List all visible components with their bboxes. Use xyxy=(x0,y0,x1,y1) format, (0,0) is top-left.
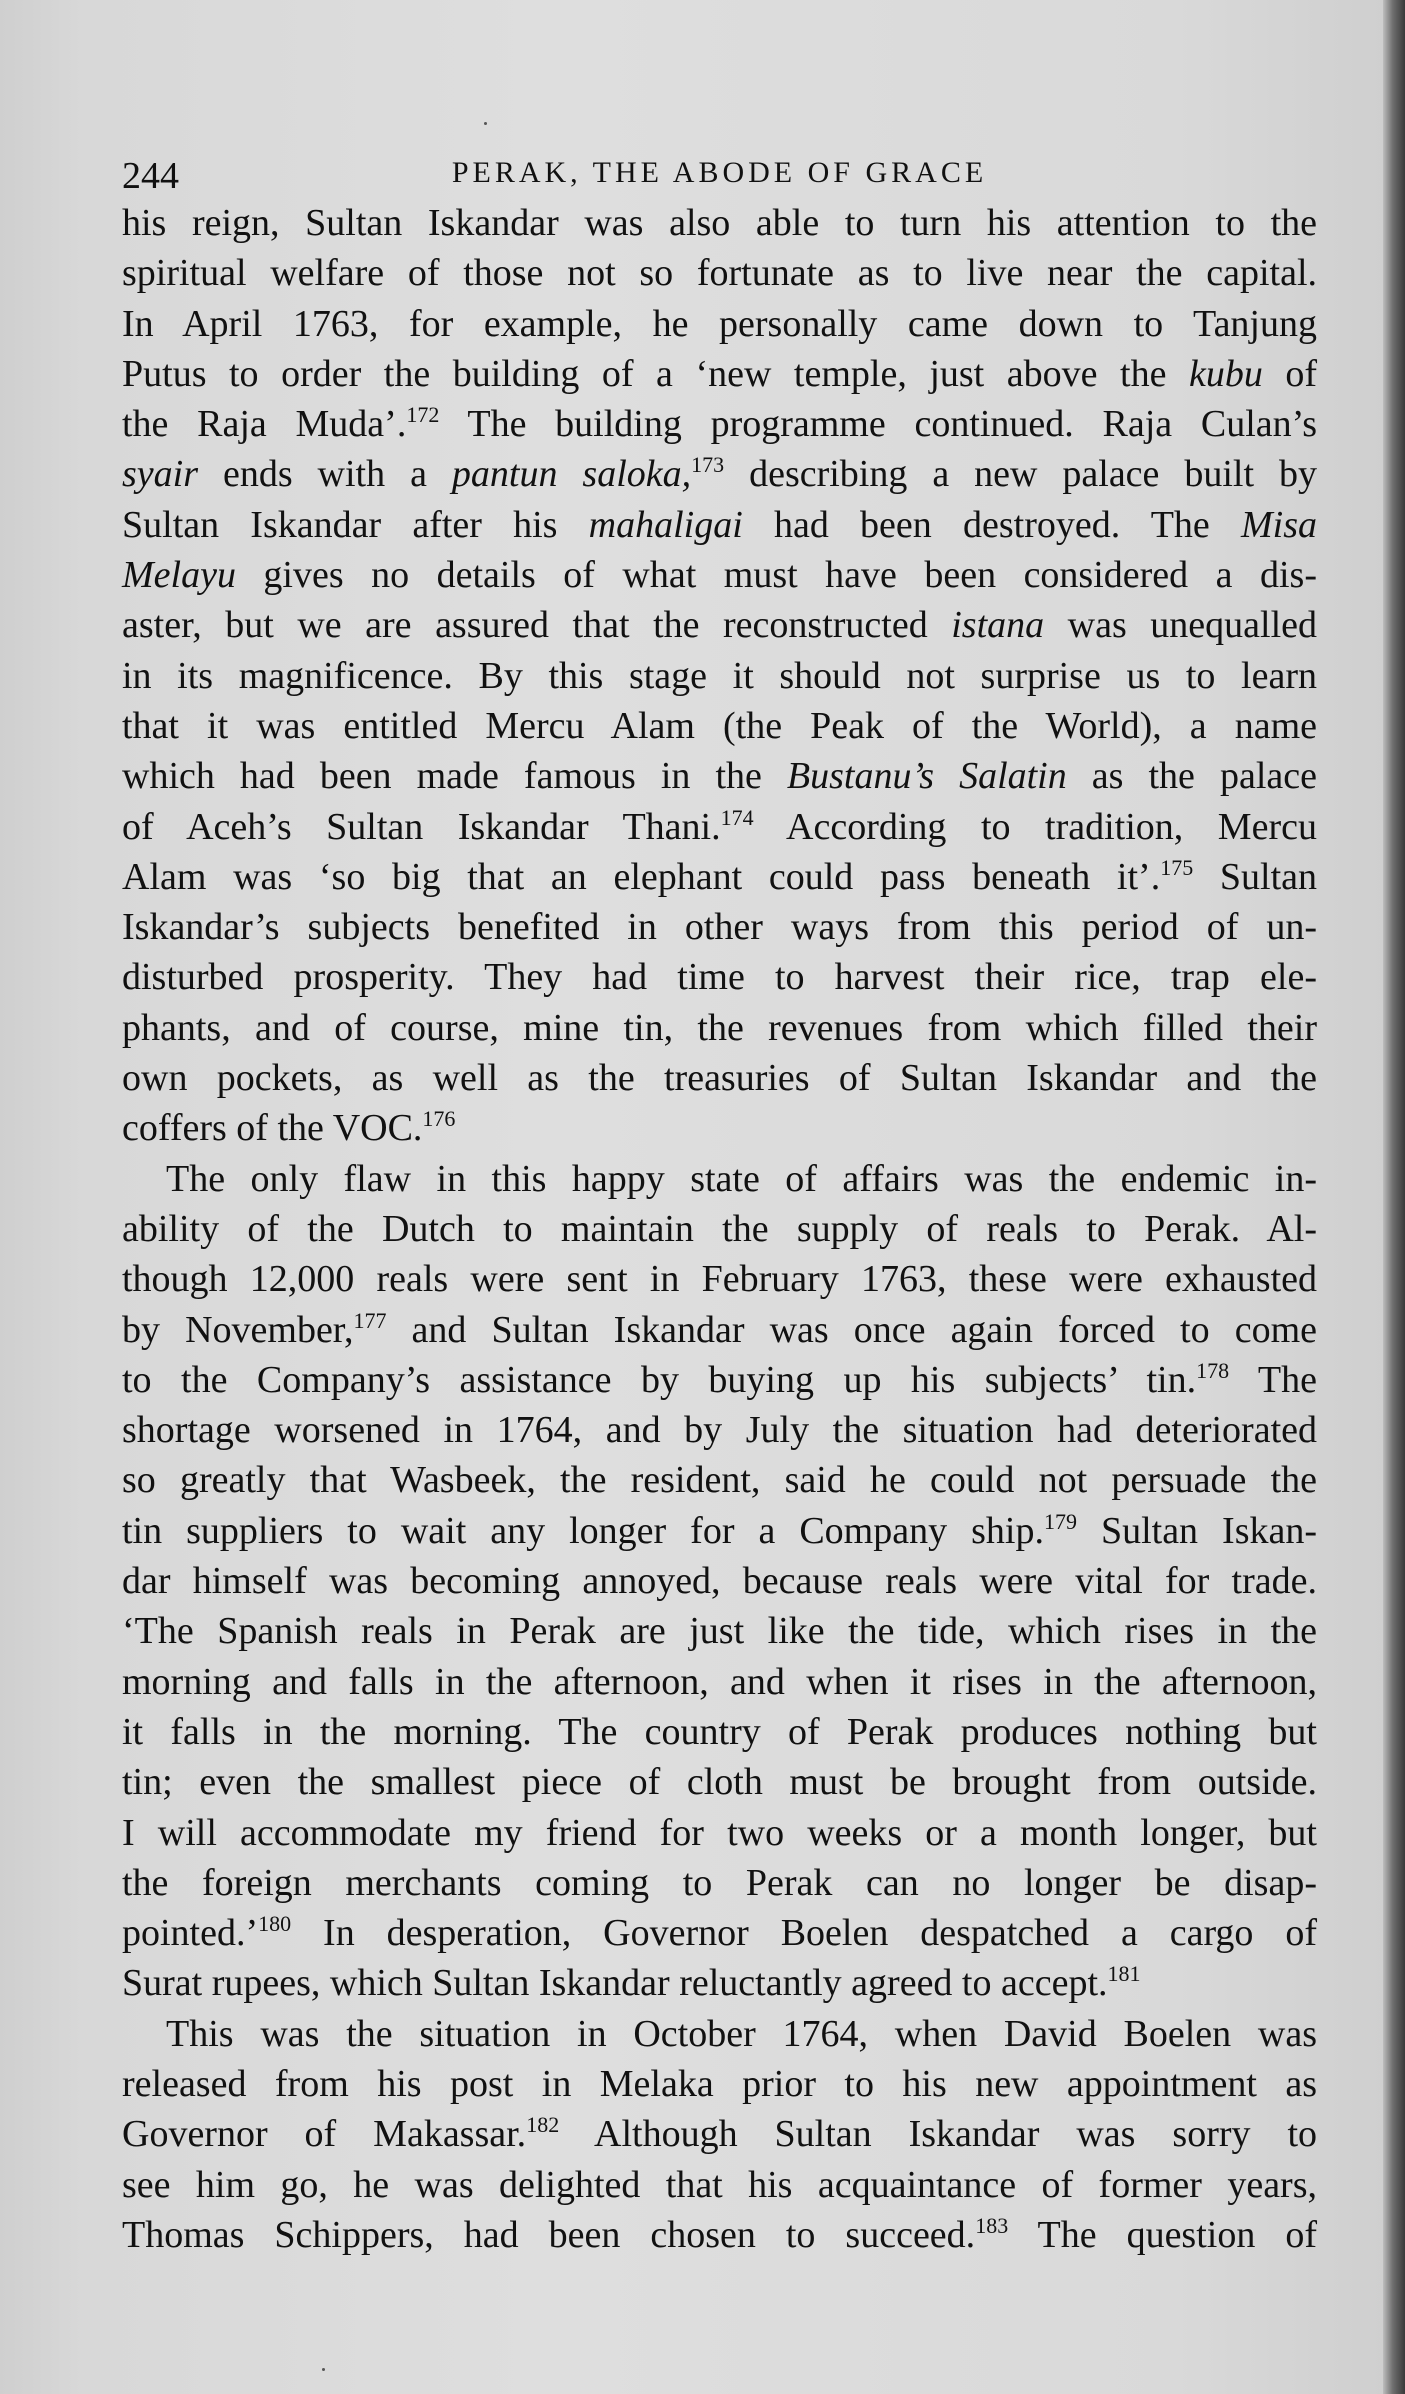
italic-term: Melayu xyxy=(122,554,236,597)
text-line xyxy=(122,349,1317,399)
text-line xyxy=(122,751,1317,801)
text-line xyxy=(122,2160,1317,2210)
text-run: disturbed prosperity. They had time to harvest their rice, trap ele- xyxy=(122,956,1317,999)
text-run: coffers of the VOC. xyxy=(122,1107,423,1150)
text-line xyxy=(122,1204,1317,1254)
text-run: as the palace xyxy=(1066,755,1317,798)
footnote-ref: 182 xyxy=(526,2112,560,2138)
dust-speck xyxy=(322,2368,325,2371)
text-run: Sultan Iskandar after his xyxy=(122,503,589,546)
text-run: so greatly that Wasbeek, the resident, said he could not persuade the xyxy=(122,1459,1317,1502)
text-line xyxy=(122,1506,1317,1556)
text-line xyxy=(122,500,1317,550)
text-run: ends with a xyxy=(198,453,452,496)
footnote-ref: 181 xyxy=(1107,1961,1141,1987)
text-run: ‘The Spanish reals in Perak are just like the tide, which rises in the xyxy=(122,1610,1317,1653)
text-line xyxy=(122,2009,1317,2059)
text-line xyxy=(122,399,1317,449)
running-head: PERAK, THE ABODE OF GRACE xyxy=(451,156,988,189)
text-run: According to tradition, Mercu xyxy=(753,805,1317,848)
text-line xyxy=(122,1908,1317,1958)
text-run: of Aceh’s Sultan Iskandar Thani. xyxy=(122,805,721,848)
text-run: Putus to order the building of a ‘new temple, just above the xyxy=(122,352,1189,395)
text-run: shortage worsened in 1764, and by July the situation had deteriorated xyxy=(122,1409,1317,1452)
text-line xyxy=(122,248,1317,298)
text-run: The xyxy=(1229,1358,1317,1401)
text-run: gives no details of what must have been considered a dis- xyxy=(235,554,1317,597)
footnote-ref: 183 xyxy=(975,2212,1009,2238)
italic-term: Misa xyxy=(1241,503,1317,546)
text-run: The building programme continued. Raja Culan’s xyxy=(439,403,1317,446)
text-line xyxy=(122,449,1317,499)
text-run: see him go, he was delighted that his acquaintance of former years, xyxy=(122,2163,1317,2206)
text-run: morning and falls in the afternoon, and when it rises in the afternoon, xyxy=(122,1660,1317,1703)
italic-term: kubu xyxy=(1188,352,1263,395)
text-run: pointed.’ xyxy=(122,1912,259,1955)
text-run: Although Sultan Iskandar was sorry to xyxy=(559,2113,1318,2156)
text-line xyxy=(122,852,1317,902)
text-line xyxy=(122,1808,1317,1858)
footnote-ref: 176 xyxy=(422,1106,456,1132)
text-run: in its magnificence. By this stage it should not surprise us to learn xyxy=(122,654,1317,697)
text-line xyxy=(122,1103,1317,1153)
text-run: that it was entitled Mercu Alam (the Peak of the World), a name xyxy=(122,704,1317,747)
text-run: by November, xyxy=(122,1308,354,1351)
book-spine-shadow xyxy=(1383,0,1405,2394)
text-line xyxy=(122,1657,1317,1707)
text-run: In April 1763, for example, he personally came down to Tanjung xyxy=(122,302,1317,345)
italic-term: syair xyxy=(122,453,198,496)
text-run: tin suppliers to wait any longer for a Company ship. xyxy=(122,1509,1044,1552)
footnote-ref: 180 xyxy=(258,1911,292,1937)
text-line xyxy=(122,1858,1317,1908)
text-run: though 12,000 reals were sent in February 1763, these were exhausted xyxy=(122,1258,1317,1301)
text-run: and Sultan Iskandar was once again forced to come xyxy=(386,1308,1317,1351)
text-line xyxy=(122,1405,1317,1455)
text-run: spiritual welfare of those not so fortunate as to live near the capital. xyxy=(122,252,1317,295)
text-line xyxy=(122,1053,1317,1103)
text-line xyxy=(122,1707,1317,1757)
text-line xyxy=(122,2059,1317,2109)
text-run: Sultan xyxy=(1193,855,1318,898)
text-run: which had been made famous in the xyxy=(122,755,787,798)
footnote-ref: 173 xyxy=(691,452,725,478)
text-run: to the Company’s assistance by buying up his subjects’ tin. xyxy=(122,1358,1197,1401)
footnote-ref: 172 xyxy=(406,402,440,428)
text-run: This was the situation in October 1764, when David Boelen was xyxy=(166,2012,1317,2055)
text-run: his reign, Sultan Iskandar was also able to turn his attention to the xyxy=(122,202,1317,244)
text-line xyxy=(122,1958,1317,2008)
text-line xyxy=(122,701,1317,751)
text-run: I will accommodate my friend for two weeks or a month longer, but xyxy=(122,1811,1317,1854)
text-run: released from his post in Melaka prior to his new appointment as xyxy=(122,2062,1317,2105)
text-line xyxy=(122,600,1317,650)
footnote-ref: 175 xyxy=(1160,854,1194,880)
text-run: phants, and of course, mine tin, the revenues from which filled their xyxy=(122,1006,1317,1049)
text-run: tin; even the smallest piece of cloth must be brought from outside. xyxy=(122,1761,1317,1804)
text-line xyxy=(122,198,1317,248)
text-run: had been destroyed. The xyxy=(742,503,1241,546)
text-line xyxy=(122,1154,1317,1204)
text-line xyxy=(122,299,1317,349)
text-line xyxy=(122,1556,1317,1606)
text-line xyxy=(122,1757,1317,1807)
text-run: Sultan Iskan- xyxy=(1076,1509,1318,1552)
page-number: 244 xyxy=(122,155,179,197)
body-text xyxy=(122,198,1317,2260)
text-line xyxy=(122,1355,1317,1405)
text-run: Alam was ‘so big that an elephant could pass beneath it’. xyxy=(122,855,1161,898)
footnote-ref: 174 xyxy=(720,804,754,830)
footnote-ref: 178 xyxy=(1196,1357,1230,1383)
text-run: Surat rupees, which Sultan Iskandar reluctantly agreed to accept. xyxy=(122,1962,1108,2005)
text-run: the Raja Muda’. xyxy=(122,403,407,446)
text-run: dar himself was becoming annoyed, because reals were vital for trade. xyxy=(122,1560,1317,1603)
text-run: was unequalled xyxy=(1044,604,1318,647)
text-line xyxy=(122,550,1317,600)
text-run: The question of xyxy=(1008,2213,1317,2256)
text-run: of xyxy=(1262,352,1317,395)
text-run: Governor of Makassar. xyxy=(122,2113,527,2156)
dust-speck xyxy=(484,122,487,125)
text-run: own pockets, as well as the treasuries of Sultan Iskandar and the xyxy=(122,1057,1317,1100)
text-run: it falls in the morning. The country of Perak produces nothing but xyxy=(122,1710,1317,1753)
text-line xyxy=(122,651,1317,701)
text-run: Iskandar’s subjects benefited in other ways from this period of un- xyxy=(122,906,1317,949)
italic-term: mahaligai xyxy=(588,503,743,546)
footnote-ref: 177 xyxy=(353,1307,387,1333)
italic-term: Bustanu’s Salatin xyxy=(786,755,1067,798)
text-line xyxy=(122,2210,1317,2260)
text-run: the foreign merchants coming to Perak can no longer be disap- xyxy=(122,1861,1317,1904)
text-run: The only flaw in this happy state of affairs was the endemic in- xyxy=(166,1157,1317,1200)
footnote-ref: 179 xyxy=(1043,1508,1077,1534)
text-line xyxy=(122,1003,1317,1053)
text-line xyxy=(122,1254,1317,1304)
text-run: ability of the Dutch to maintain the supply of reals to Perak. Al- xyxy=(122,1207,1317,1250)
text-line xyxy=(122,1305,1317,1355)
text-run: Thomas Schippers, had been chosen to succeed. xyxy=(122,2213,976,2256)
text-line xyxy=(122,1455,1317,1505)
text-run: In desperation, Governor Boelen despatched a cargo of xyxy=(291,1912,1317,1955)
text-line xyxy=(122,802,1317,852)
text-run: aster, but we are assured that the reconstructed xyxy=(122,604,952,647)
page-header xyxy=(122,150,1317,202)
text-line xyxy=(122,902,1317,952)
italic-term: istana xyxy=(951,604,1045,647)
text-run: describing a new palace built by xyxy=(724,453,1317,496)
italic-term: pantun saloka, xyxy=(451,453,692,496)
text-line xyxy=(122,2109,1317,2159)
text-line xyxy=(122,952,1317,1002)
text-line xyxy=(122,1606,1317,1656)
